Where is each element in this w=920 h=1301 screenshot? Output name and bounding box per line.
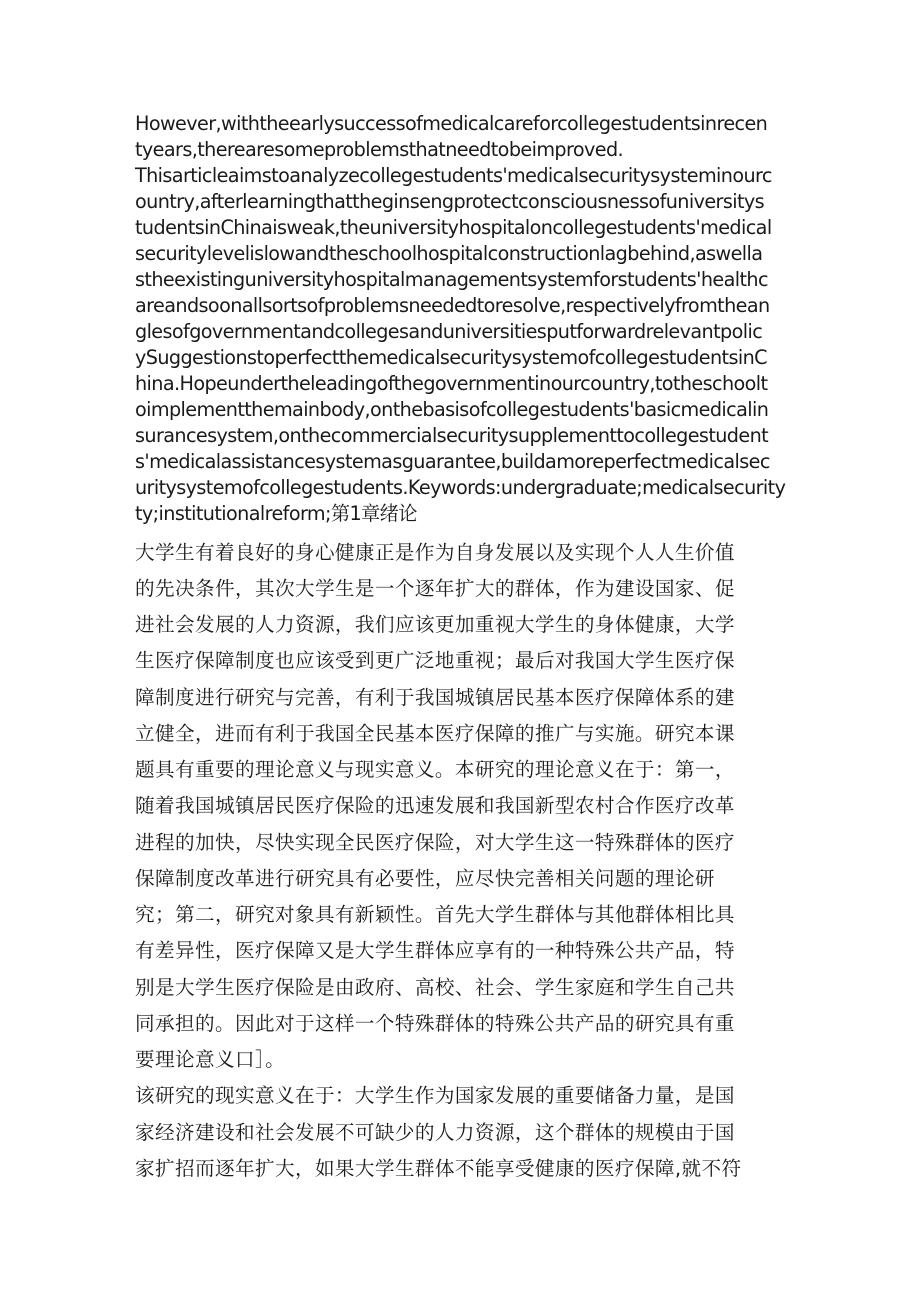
body-line: 同承担的。因此对于这样一个特殊群体的特殊公共产品的研究具有重 (135, 1012, 735, 1035)
abstract-line: glesofgovernmentandcollegesanduniversitiesputforwardrelevantpolic (135, 320, 763, 343)
abstract-line: ySuggestionstoperfectthemedicalsecuritysystemofcollegestudentsinC (135, 346, 767, 369)
abstract-line: surancesystem,onthecommercialsecuritysupplementtocollegestudent (135, 424, 769, 447)
body-line: 究；第二，研究对象具有新颖性。首先大学生群体与其他群体相比具 (135, 903, 735, 926)
body-line: 大学生有着良好的身心健康正是作为自身发展以及实现个人人生价值 (135, 541, 735, 564)
body-line: 别是大学生医疗保险是由政府、高校、社会、学生家庭和学生自己共 (135, 976, 735, 999)
abstract-line: hina.Hopeundertheleadingofthegovernmentinourcountry,totheschoolt (135, 372, 768, 395)
abstract-line: However,withtheearlysuccessofmedicalcareforcollegestudentsinrecen (135, 112, 768, 135)
abstract-line: s'medicalassistancesystemasguarantee,buildamoreperfectmedicalsec (135, 450, 770, 473)
body-line: 进社会发展的人力资源，我们应该更加重视大学生的身体健康，大学 (135, 613, 735, 636)
body-line: 题具有重要的理论意义与现实意义。本研究的理论意义在于：第一， (135, 758, 735, 781)
abstract-line: securitylevelislowandtheschoolhospitalconstructionlagbehind,aswella (135, 242, 763, 265)
body-line: 家经济建设和社会发展不可缺少的人力资源，这个群体的规模由于国 (135, 1121, 735, 1144)
body-line: 生医疗保障制度也应该受到更广泛地重视；最后对我国大学生医疗保 (135, 649, 735, 672)
abstract-line: tudentsinChinaisweak,theuniversityhospitaloncollegestudents'medical (135, 216, 772, 239)
abstract-line: ty;institutionalreform;第1章绪论 (135, 502, 417, 525)
abstract-line: uritysystemofcollegestudents.Keywords:undergraduate;medicalsecurity (135, 476, 786, 499)
body-line: 随着我国城镇居民医疗保险的迅速发展和我国新型农村合作医疗改革 (135, 794, 735, 817)
body-line: 障制度进行研究与完善，有利于我国城镇居民基本医疗保障体系的建 (135, 686, 735, 709)
body-line: 进程的加快，尽快实现全民医疗保险，对大学生这一特殊群体的医疗 (135, 831, 735, 854)
abstract-line: stheexistinguniversityhospitalmanagementsystemforstudents'healthc (135, 268, 768, 291)
abstract-line: Thisarticleaimstoanalyzecollegestudents'medicalsecuritysysteminourc (135, 164, 772, 187)
abstract-line: tyears,therearesomeproblemsthatneedtobeimproved. (135, 138, 624, 161)
body-line: 家扩招而逐年扩大，如果大学生群体不能享受健康的医疗保障,就不符 (135, 1157, 742, 1180)
body-line: 该研究的现实意义在于：大学生作为国家发展的重要储备力量，是国 (135, 1084, 735, 1107)
body-line: 立健全，进而有利于我国全民基本医疗保障的推广与实施。研究本课 (135, 722, 735, 745)
body-line: 有差异性，医疗保障又是大学生群体应享有的一种特殊公共产品，特 (135, 939, 735, 962)
body-line: 的先决条件，其次大学生是一个逐年扩大的群体，作为建设国家、促 (135, 577, 735, 600)
abstract-line: ountry,afterlearningthattheginsengprotectconsciousnessofuniversitys (135, 190, 765, 213)
abstract-line: areandsoonallsortsofproblemsneededtoresolve,respectivelyfromthean (135, 294, 770, 317)
body-line: 要理论意义口］。 (135, 1048, 286, 1071)
body-line: 保障制度改革进行研究具有必要性，应尽快完善相关问题的理论研 (135, 867, 715, 890)
abstract-line: oimplementthemainbody,onthebasisofcollegestudents'basicmedicalin (135, 398, 769, 421)
